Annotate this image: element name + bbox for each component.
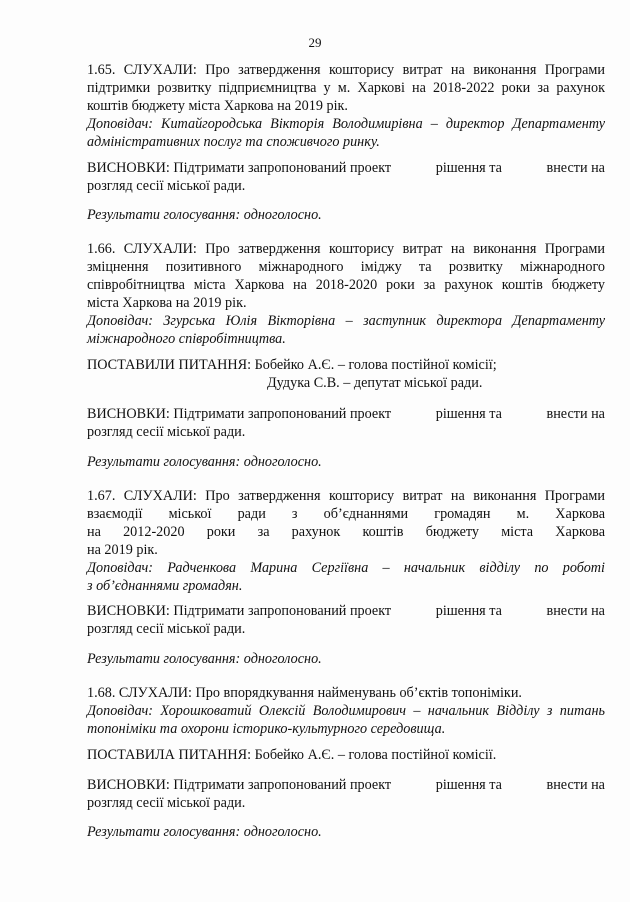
text-line: розгляд сесії міської ради. xyxy=(87,178,246,194)
item-1-65-heard xyxy=(87,61,605,151)
conclusions-line: ВИСНОВКИ: Підтримати запропонований проект рішення та внести на xyxy=(87,603,605,619)
conclusions-line: ВИСНОВКИ: Підтримати запропонований проект рішення та внести на xyxy=(87,160,605,176)
text-line: 1.68. СЛУХАЛИ: Про впорядкування найменувань об’єктів топоніміки. xyxy=(87,685,522,701)
speaker-line: адміністративних послуг та споживчого ринку. xyxy=(87,134,380,150)
conclusions-line: ВИСНОВКИ: Підтримати запропонований проект рішення та внести на xyxy=(87,777,605,793)
text-line: зміцнення позитивного міжнародного іміджу та розвитку міжнародного xyxy=(87,259,605,275)
item-1-68-vote: Результати голосування: одноголосно. xyxy=(87,824,322,840)
item-1-67-conclusions xyxy=(87,602,605,638)
page-number: 29 xyxy=(308,35,322,50)
text-line: ПОСТАВИЛА ПИТАННЯ: Бобейко А.Є. – голова постійної комісії. xyxy=(87,747,497,763)
conclusions-line: ВИСНОВКИ: Підтримати запропонований проект рішення та внести на xyxy=(87,406,605,422)
item-1-65-conclusions xyxy=(87,159,605,195)
speaker-line: з об’єднаннями громадян. xyxy=(87,578,243,594)
item-1-67-heard xyxy=(87,487,605,595)
text-line: 1.65. СЛУХАЛИ: Про затвердження кошторису витрат на виконання Програми xyxy=(87,62,605,78)
speaker-line: міжнародного співробітництва. xyxy=(87,331,286,347)
speaker-line: Доповідач: Хорошковатий Олексій Володимирович – начальник Відділу з питань xyxy=(87,703,605,719)
speaker-line: топоніміки та охорони історико-культурного середовища. xyxy=(87,721,446,737)
text-line: ПОСТАВИЛИ ПИТАННЯ: Бобейко А.Є. – голова постійної комісії; xyxy=(87,357,497,373)
text-line: 1.66. СЛУХАЛИ: Про затвердження кошторису витрат на виконання Програми xyxy=(87,241,605,257)
text-line: співробітництва міста Харкова на 2018-2020 роки за рахунок коштів бюджету xyxy=(87,277,605,293)
text-line: на 2012-2020 роки за рахунок коштів бюджету міста Харкова xyxy=(87,524,605,540)
speaker-line: Доповідач: Згурська Юлія Вікторівна – заступник директора Департаменту xyxy=(87,313,605,329)
text-line: міста Харкова на 2019 рік. xyxy=(87,295,247,311)
text-line: підтримки розвитку підприємництва у м. Харкові на 2018-2022 роки за рахунок xyxy=(87,80,605,96)
item-1-66-heard xyxy=(87,240,605,348)
item-1-68-conclusions xyxy=(87,776,605,812)
item-1-65-vote: Результати голосування: одноголосно. xyxy=(87,207,322,223)
text-line: 1.67. СЛУХАЛИ: Про затвердження кошторису витрат на виконання Програми xyxy=(87,488,605,504)
item-1-68-heard xyxy=(87,684,605,738)
speaker-line: Доповідач: Китайгородська Вікторія Володимирівна – директор Департаменту xyxy=(87,116,605,132)
item-1-66-questions xyxy=(87,356,605,392)
text-line: Дудука С.В. – депутат міської ради. xyxy=(267,375,483,391)
speaker-line: Доповідач: Радченкова Марина Сергіївна – начальник відділу по роботі xyxy=(87,560,605,576)
text-line: розгляд сесії міської ради. xyxy=(87,621,246,637)
item-1-66-conclusions xyxy=(87,405,605,441)
text-line: на 2019 рік. xyxy=(87,542,158,558)
text-line: розгляд сесії міської ради. xyxy=(87,424,246,440)
text-line: розгляд сесії міської ради. xyxy=(87,795,246,811)
text-line: коштів бюджету міста Харкова на 2019 рік. xyxy=(87,98,348,114)
item-1-66-vote: Результати голосування: одноголосно. xyxy=(87,454,322,470)
item-1-68-questions xyxy=(87,746,605,764)
item-1-67-vote: Результати голосування: одноголосно. xyxy=(87,651,322,667)
text-line: взаємодії міської ради з об’єднаннями громадян м. Харкова xyxy=(87,506,605,522)
